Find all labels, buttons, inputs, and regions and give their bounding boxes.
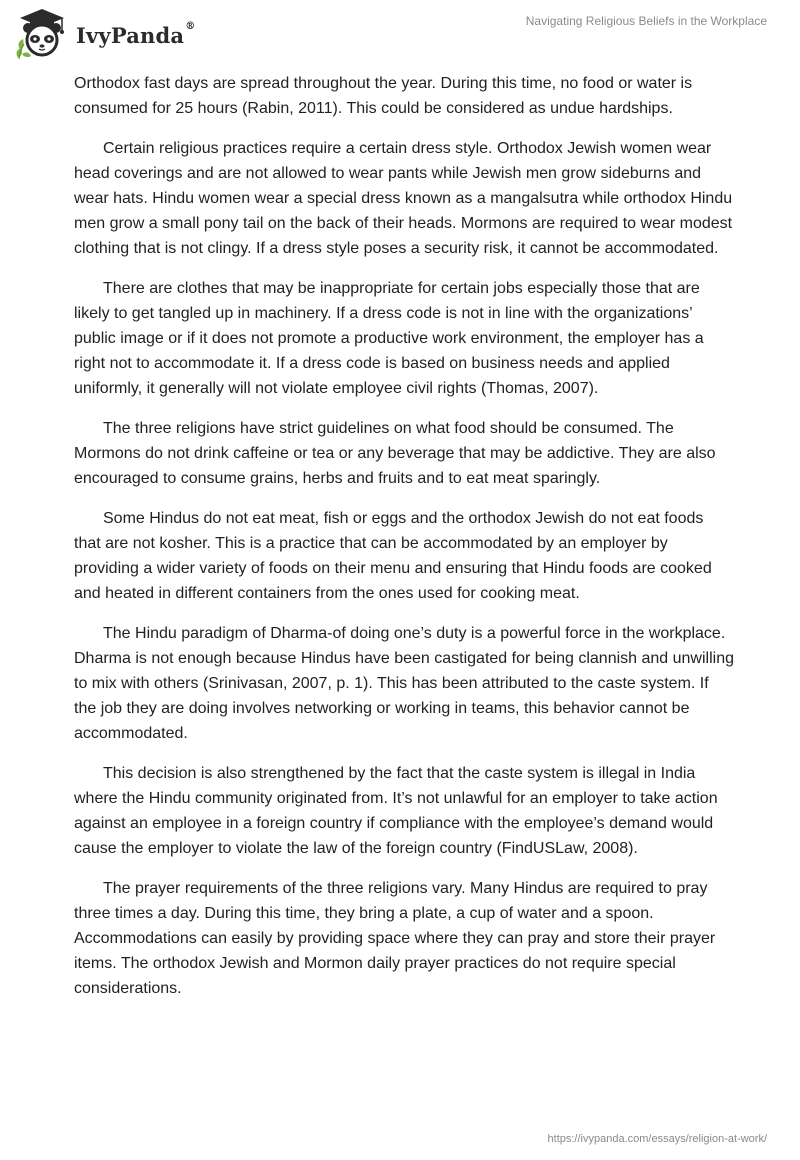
logo-wordmark: IvyPanda® [76,20,196,48]
paragraph: Certain religious practices require a certain dress style. Orthodox Jewish women wear head coverings and are not allowed to wear pants while Jewish men grow sideburns and wear hats. Hindu women wear a special dress known as a mangalsutra while orthodox Hindu men grow a small pony tail on the back of their heads. Mormons are required to wear modest clothing that is not clingy. If a dress style poses a security risk, it cannot be accommodated. [74,140,733,257]
paragraph: The three religions have strict guidelines on what food should be consumed. The Mormons do not drink caffeine or tea or any beverage that may be addictive. They are also encouraged to consume grains, herbs and fruits and to eat meat sparingly. [74,420,716,487]
page-header [0,0,800,70]
document-title: Navigating Religious Beliefs in the Workplace [525,14,767,28]
essay-body [74,71,734,1016]
source-url-link[interactable]: https://ivypanda.com/essays/religion-at-work/ [547,1133,767,1145]
panda-logo-icon [14,6,70,60]
paragraph: This decision is also strengthened by the fact that the caste system is illegal in India where the Hindu community originated from. It’s not unlawful for an employer to take action against an employee in a foreign country if compliance with the employee’s demand would cause the employer to violate the law of the foreign country (FindUSLaw, 2008). [74,765,718,857]
paragraph: The prayer requirements of the three religions vary. Many Hindus are required to pray three times a day. During this time, they bring a plate, a cup of water and a spoon. Accommodations can easily by providing space where they can pray and store their prayer items. The orthodox Jewish and Mormon daily prayer practices do not require special considerations. [74,880,716,997]
paragraph: There are clothes that may be inappropriate for certain jobs especially those that are likely to get tangled up in machinery. If a dress code is not in line with the organizations’ public image or if it does not promote a productive work environment, the employer has a right not to accommodate it. If a dress code is based on business needs and applied uniformly, it generally will not violate employee civil rights (Thomas, 2007). [74,280,704,397]
ivypanda-logo[interactable] [14,6,195,60]
paragraph: The Hindu paradigm of Dharma-of doing one’s duty is a powerful force in the workplace. Dharma is not enough because Hindus have been castigated for being clannish and unwilling to mix with others (Srinivasan, 2007, p. 1). This has been attributed to the caste system. If the job they are doing involves networking or working in teams, this behavior cannot be accommodated. [74,625,734,742]
paragraph: Orthodox fast days are spread throughout the year. During this time, no food or water is consumed for 25 hours (Rabin, 2011). This could be considered as undue hardships. [74,75,693,117]
paragraph: Some Hindus do not eat meat, fish or eggs and the orthodox Jewish do not eat foods that are not kosher. This is a practice that can be accommodated by an employer by providing a wider variety of foods on their menu and ensuring that Hindu foods are cooked and heated in different containers from the ones used for cooking meat. [74,510,712,602]
